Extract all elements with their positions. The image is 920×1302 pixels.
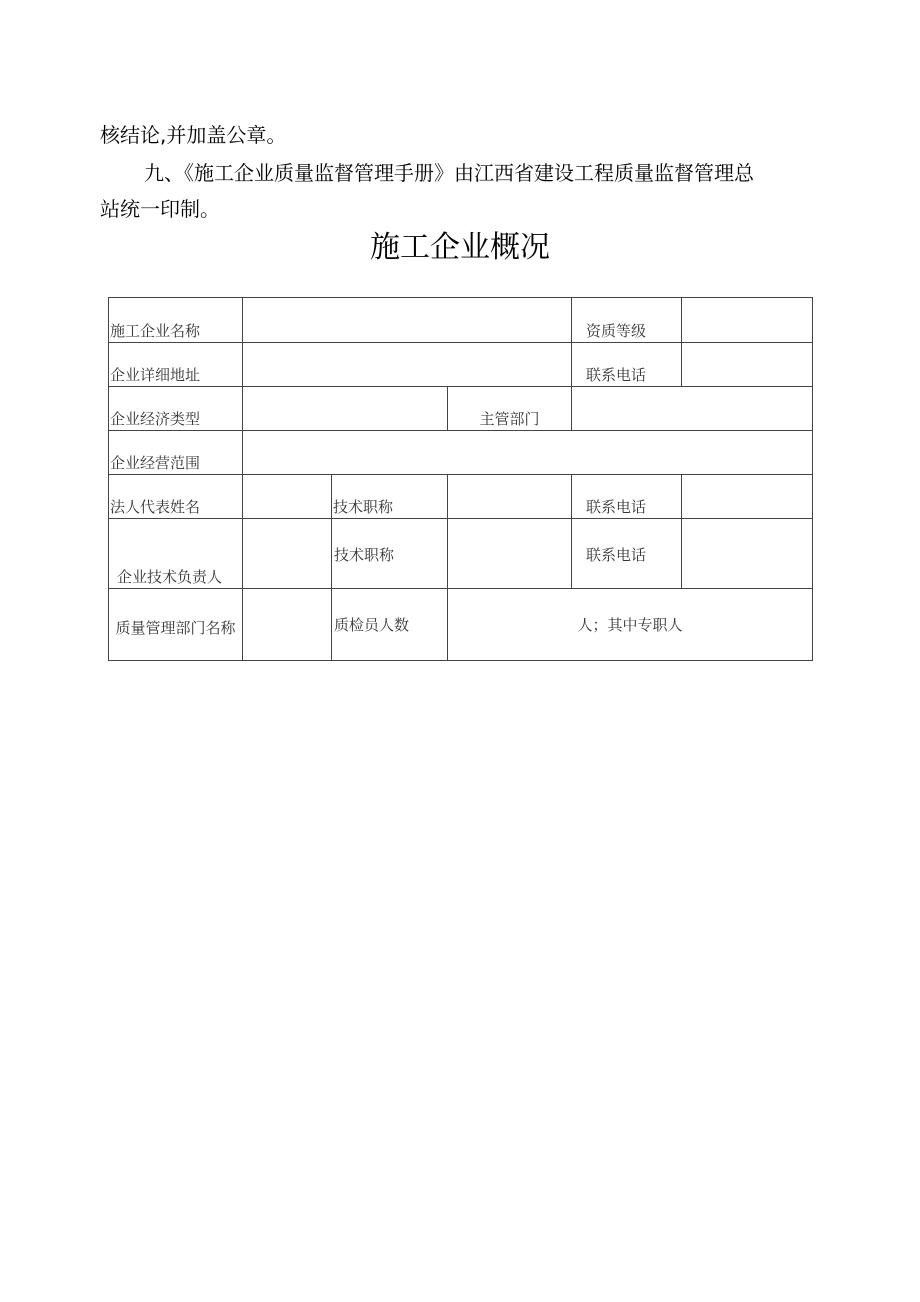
table-row (109, 431, 813, 475)
contact-phone-label: 联系电话 (572, 343, 682, 387)
table-row (109, 519, 813, 589)
tech-lead-tech-title-field[interactable] (448, 519, 572, 589)
enterprise-overview-table (108, 297, 813, 661)
tech-lead-field[interactable] (243, 519, 332, 589)
economic-type-field[interactable] (243, 387, 448, 431)
table-row (109, 298, 813, 343)
enterprise-name-field[interactable] (243, 298, 572, 343)
supervisor-dept-field[interactable] (572, 387, 813, 431)
qualification-label: 资质等级 (572, 298, 682, 343)
legal-rep-phone-field[interactable] (682, 475, 813, 519)
tech-lead-phone-field[interactable] (682, 519, 813, 589)
address-field[interactable] (243, 343, 572, 387)
legal-rep-label: 法人代表姓名 (109, 475, 243, 519)
form-title: 施工企业概况 (370, 230, 550, 265)
supervisor-dept-label: 主管部门 (448, 387, 572, 431)
paragraph-line-1: 核结论,并加盖公章。 (100, 123, 287, 147)
qualification-field[interactable] (682, 298, 813, 343)
tech-lead-tech-title-label: 技术职称 (332, 519, 448, 589)
table-row (109, 475, 813, 519)
paragraph-line-3: 站统一印制。 (100, 197, 220, 221)
quality-dept-label (109, 589, 243, 661)
table-row (109, 343, 813, 387)
legal-rep-tech-title-field[interactable] (448, 475, 572, 519)
inspector-count-label: 质检员人数 (332, 589, 448, 661)
tech-lead-phone-label: 联系电话 (572, 519, 682, 589)
enterprise-name-label: 施工企业名称 (109, 298, 243, 343)
quality-dept-field[interactable] (243, 589, 332, 661)
tech-lead-label: 企业技术负责人 (109, 519, 243, 589)
legal-rep-field[interactable] (243, 475, 332, 519)
address-label: 企业详细地址 (109, 343, 243, 387)
quality-dept-label-text: 质量管理部门名称 (115, 618, 236, 637)
table-row (109, 387, 813, 431)
inspector-count-field[interactable]: 人；其中专职人 (448, 589, 813, 661)
paragraph-line-2-text: 九、《施工企业质量监督管理手册》由江西省建设工程质量监督管理总 (144, 161, 754, 185)
business-scope-label: 企业经营范围 (109, 431, 243, 475)
business-scope-field[interactable] (243, 431, 813, 475)
contact-phone-field[interactable] (682, 343, 813, 387)
economic-type-label: 企业经济类型 (109, 387, 243, 431)
legal-rep-tech-title-label: 技术职称 (332, 475, 448, 519)
table-row (109, 589, 813, 661)
legal-rep-phone-label: 联系电话 (572, 475, 682, 519)
paragraph-line-2 (100, 154, 754, 192)
